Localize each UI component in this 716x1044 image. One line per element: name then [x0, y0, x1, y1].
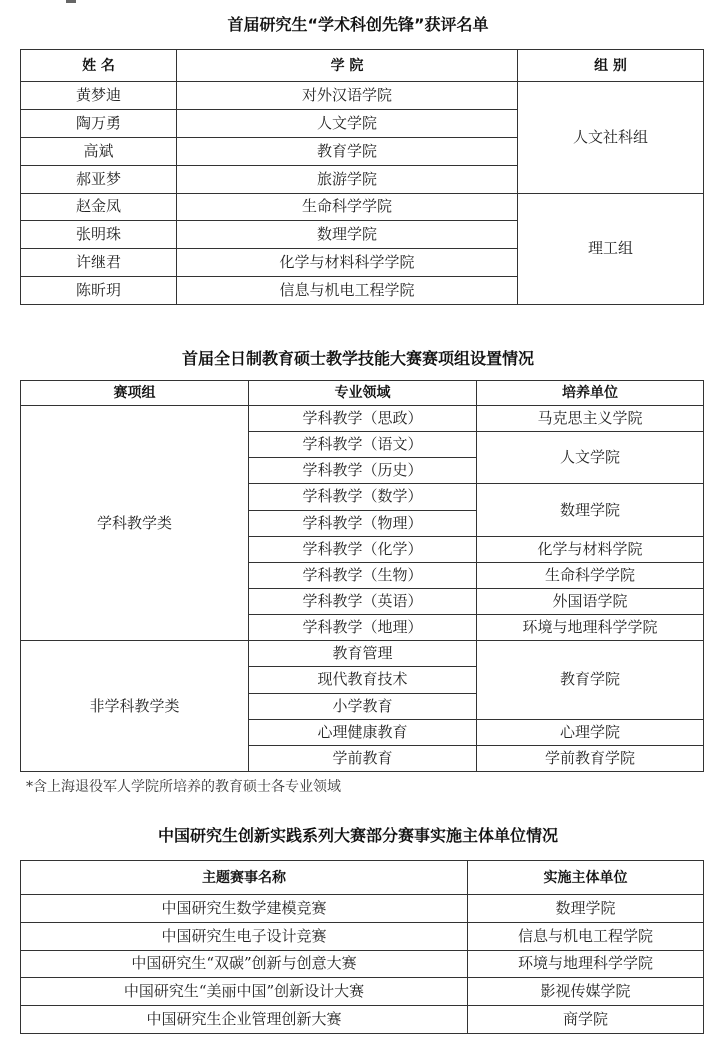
category-subject-teaching: 学科教学类	[21, 406, 249, 641]
unit-cell: 马克思主义学院	[477, 406, 704, 432]
table1-title: 首届研究生“学术科创先锋”获评名单	[227, 15, 489, 34]
student-name: 赵金凤	[21, 193, 177, 221]
award-list-table	[20, 49, 704, 305]
student-name: 张明珠	[21, 221, 177, 249]
field-cell: 学科教学（数学）	[249, 484, 477, 510]
table2-footnote: *含上海退役军人学院所培养的教育硕士各专业领域	[26, 779, 341, 795]
unit-cell: 生命科学学院	[477, 562, 704, 588]
header-category: 赛项组	[21, 381, 249, 406]
competition-groups-table	[20, 380, 704, 772]
page-top-fragment	[66, 0, 76, 3]
student-name: 许继君	[21, 249, 177, 277]
student-college: 人文学院	[177, 109, 518, 137]
student-college: 对外汉语学院	[177, 82, 518, 110]
header-group: 组 别	[518, 50, 704, 82]
unit-cell: 教育学院	[477, 641, 704, 719]
unit-cell: 学前教育学院	[477, 745, 704, 771]
student-college: 旅游学院	[177, 165, 518, 193]
student-name: 陶万勇	[21, 109, 177, 137]
host-unit: 环境与地理科学学院	[468, 950, 704, 978]
student-name: 高斌	[21, 137, 177, 165]
unit-cell: 环境与地理科学学院	[477, 615, 704, 641]
table-row	[21, 895, 704, 923]
field-cell: 学科教学（英语）	[249, 588, 477, 614]
student-college: 生命科学学院	[177, 193, 518, 221]
host-unit: 信息与机电工程学院	[468, 922, 704, 950]
header-name: 姓 名	[21, 50, 177, 82]
student-college: 化学与材料科学学院	[177, 249, 518, 277]
table-row	[21, 406, 704, 432]
student-name: 陈昕玥	[21, 277, 177, 305]
field-cell: 小学教育	[249, 693, 477, 719]
table-row	[21, 978, 704, 1006]
event-name: 中国研究生“双碳”创新与创意大赛	[21, 950, 468, 978]
group-science: 理工组	[518, 193, 704, 305]
student-name: 黄梦迪	[21, 82, 177, 110]
field-cell: 学科教学（思政）	[249, 406, 477, 432]
field-cell: 学科教学（物理）	[249, 510, 477, 536]
table-row	[21, 950, 704, 978]
header-unit: 培养单位	[477, 381, 704, 406]
field-cell: 现代教育技术	[249, 667, 477, 693]
event-name: 中国研究生电子设计竞赛	[21, 922, 468, 950]
table-row	[21, 1006, 704, 1034]
unit-cell: 外国语学院	[477, 588, 704, 614]
contest-units-table	[20, 860, 704, 1034]
group-humanities: 人文社科组	[518, 82, 704, 194]
header-event-name: 主题赛事名称	[21, 861, 468, 895]
host-unit: 数理学院	[468, 895, 704, 923]
category-non-subject-teaching: 非学科教学类	[21, 641, 249, 772]
unit-cell: 数理学院	[477, 484, 704, 536]
field-cell: 学科教学（地理）	[249, 615, 477, 641]
host-unit: 商学院	[468, 1006, 704, 1034]
unit-cell: 心理学院	[477, 719, 704, 745]
event-name: 中国研究生“美丽中国”创新设计大赛	[21, 978, 468, 1006]
field-cell: 学科教学（生物）	[249, 562, 477, 588]
header-field: 专业领域	[249, 381, 477, 406]
field-cell: 学科教学（语文）	[249, 432, 477, 458]
table-row	[21, 922, 704, 950]
table3-title: 中国研究生创新实践系列大赛部分赛事实施主体单位情况	[157, 826, 558, 845]
event-name: 中国研究生数学建模竞赛	[21, 895, 468, 923]
field-cell: 心理健康教育	[249, 719, 477, 745]
header-college: 学 院	[177, 50, 518, 82]
table-row	[21, 82, 704, 110]
table-row	[21, 641, 704, 667]
field-cell: 教育管理	[249, 641, 477, 667]
student-name: 郝亚梦	[21, 165, 177, 193]
unit-cell: 化学与材料学院	[477, 536, 704, 562]
field-cell: 学科教学（历史）	[249, 458, 477, 484]
event-name: 中国研究生企业管理创新大赛	[21, 1006, 468, 1034]
table-row	[21, 193, 704, 221]
table2-title: 首届全日制教育硕士教学技能大赛赛项组设置情况	[181, 349, 534, 368]
student-college: 数理学院	[177, 221, 518, 249]
header-host-unit: 实施主体单位	[468, 861, 704, 895]
field-cell: 学科教学（化学）	[249, 536, 477, 562]
student-college: 教育学院	[177, 137, 518, 165]
host-unit: 影视传媒学院	[468, 978, 704, 1006]
student-college: 信息与机电工程学院	[177, 277, 518, 305]
field-cell: 学前教育	[249, 745, 477, 771]
unit-cell: 人文学院	[477, 432, 704, 484]
